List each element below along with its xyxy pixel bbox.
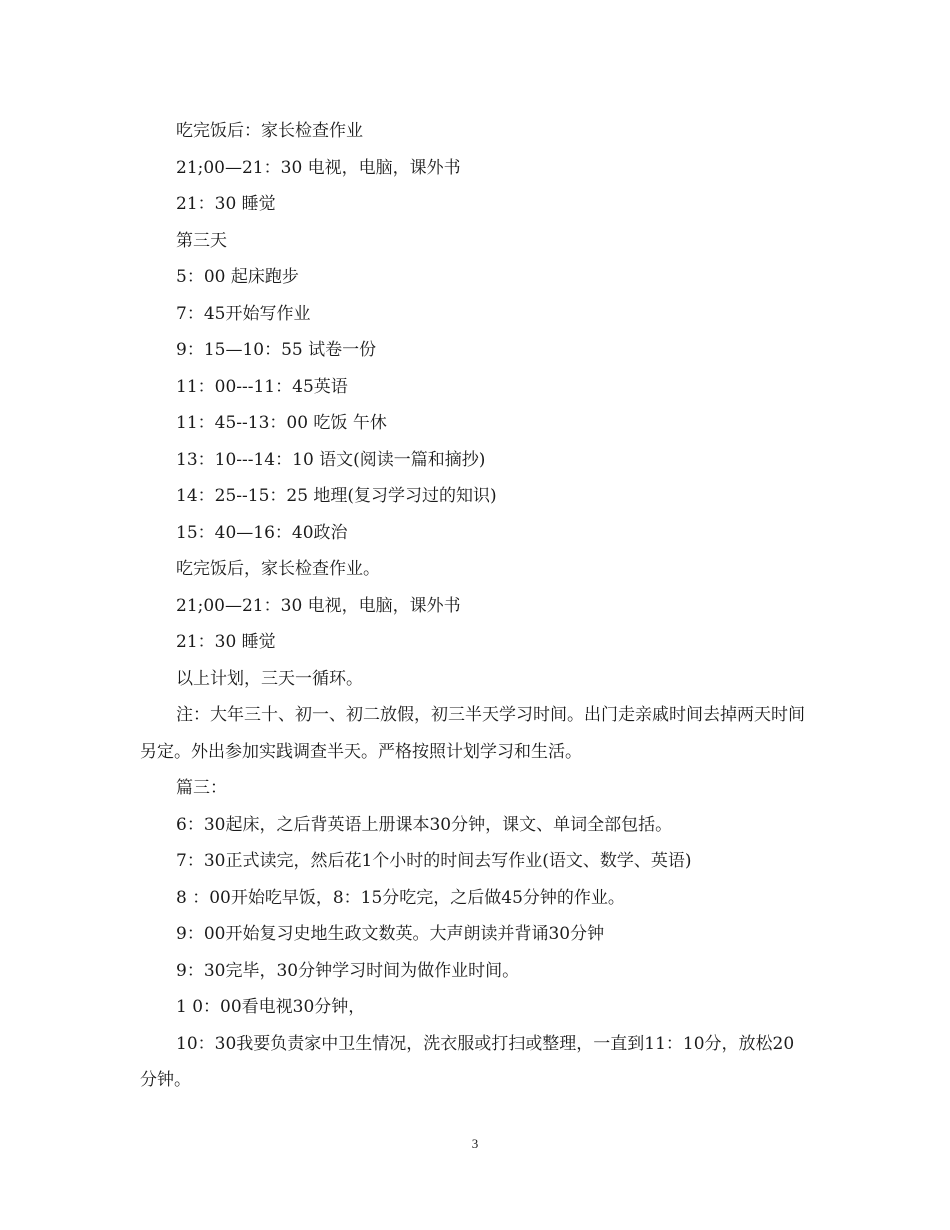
note-paragraph: 注：大年三十、初一、初二放假，初三半天学习时间。出门走亲戚时间去掉两天时间另定。外出参加实践调查半天。严格按照计划学习和生活。 — [140, 705, 805, 762]
paragraph: 21;00—21：30 电视，电脑，课外书 — [176, 157, 461, 178]
paragraph: 吃完饭后：家长检查作业 — [176, 121, 363, 141]
paragraph: 9：00开始复习史地生政文数英。大声朗读并背诵30分钟 — [176, 924, 605, 944]
section-heading: 篇三： — [176, 778, 227, 798]
paragraph: 11：00---11：45英语 — [176, 376, 348, 397]
paragraph: 以上计划，三天一循环。 — [176, 668, 363, 689]
paragraph: 9：15—10：55 试卷一份 — [176, 340, 377, 360]
paragraph: 21;00—21：30 电视，电脑，课外书 — [176, 595, 461, 616]
page-number: 3 — [471, 1136, 479, 1151]
paragraph: 1 0：00看电视30分钟， — [176, 997, 366, 1017]
paragraph: 9：30完毕，30分钟学习时间为做作业时间。 — [176, 960, 520, 981]
paragraph: 吃完饭后，家长检查作业。 — [176, 559, 380, 579]
paragraph: 11：45--13：00 吃饭 午休 — [176, 413, 387, 433]
paragraph: 5：00 起床跑步 — [176, 267, 299, 287]
paragraph: 7：45开始写作业 — [176, 303, 311, 324]
paragraph: 15：40—16：40政治 — [176, 522, 348, 543]
paragraph: 21：30 睡觉 — [176, 194, 276, 214]
paragraph: 8 ：00开始吃早饭，8：15分吃完，之后做45分钟的作业。 — [176, 887, 625, 908]
paragraph: 6：30起床，之后背英语上册课本30分钟，课文、单词全部包括。 — [176, 814, 673, 835]
paragraph: 7：30正式读完，然后花1个小时的时间去写作业(语文、数学、英语) — [176, 851, 692, 871]
paragraph: 21：30 睡觉 — [176, 632, 276, 652]
document-body — [140, 113, 810, 1099]
section-heading: 第三天 — [176, 230, 227, 251]
paragraph: 13：10---14：10 语文(阅读一篇和摘抄) — [176, 449, 486, 470]
paragraph: 10：30我要负责家中卫生情况，洗衣服或打扫或整理，一直到11：10分，放松20分钟。 — [140, 1033, 795, 1090]
paragraph: 14：25--15：25 地理(复习学习过的知识) — [176, 486, 497, 506]
